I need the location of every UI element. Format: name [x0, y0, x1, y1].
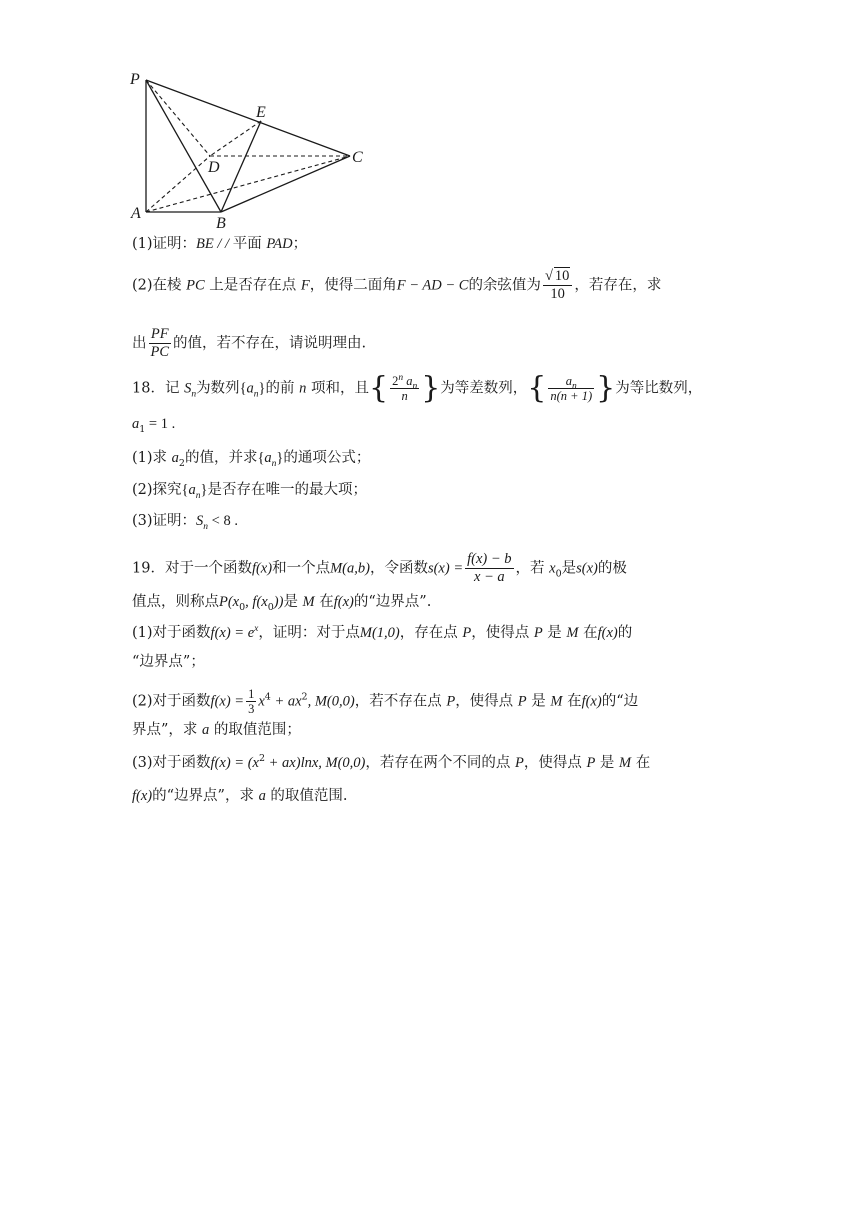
cosine-fraction: $\frac{√ 10}{10}$: [543, 268, 572, 303]
label-D: D: [208, 159, 220, 176]
label-C: C: [352, 149, 363, 166]
ratio-fraction: $\frac{PF}{PC}$: [150, 326, 170, 360]
q19-part2-line1: (2)对于函数f(x) = $\frac{1}{3}$ $x^4 + ax^2$, M(0,0)，若不存在点 P，使得点 P 是 M 在f(x)的“边: [132, 687, 639, 716]
q18-stem-line1: 18．记 $S_n$为数列$\{a_n\}$的前 n 项和，且{ $\frac{2^n a_n}{n}$ }为等差数列，{ $\frac{a_n}{n(n + 1)}$ }为等比数列，: [132, 370, 703, 406]
q18-part1: (1)求 $a_2$的值，并求$\{a_n\}$的通项公式；: [132, 450, 371, 469]
q17-part1: (1)证明：BE / / 平面 PAD；: [132, 236, 308, 252]
q18-part2: (2)探究$\{a_n\}$是否存在唯一的最大项；: [132, 482, 367, 501]
pyramid-figure: [124, 64, 374, 230]
edge-AC: [146, 156, 350, 212]
q18-part3: (3)证明：$S_n < 8$ .: [132, 513, 238, 532]
q19-part1-line2: “边界点”；: [132, 654, 205, 670]
s-function-fraction: $\frac{f(x) - b}{x - a}$: [467, 551, 512, 585]
edge-PC: [146, 80, 350, 156]
label-B: B: [216, 215, 226, 230]
q19-stem-line2: 值点，则称点$P(x_0$, $f(x_0)$)是 M 在f(x)的“边界点”.: [132, 594, 432, 613]
edge-BC: [221, 156, 350, 212]
label-A: A: [131, 205, 141, 222]
q19-part3-line1: (3)对于函数$f(x) = (x^2 + ax)\ln x$, M(0,0)，若存在两个不同的点 P，使得点 P 是 M 在: [132, 753, 651, 771]
label-P: P: [130, 71, 140, 88]
q17-part2-line1: (2)在棱 PC 上是否存在点 F，使得二面角F − AD − C的余弦值为 $\frac{√ 10}{10}$ ，若存在，求: [132, 268, 662, 302]
seq-fraction-1: $\frac{2^n a_n}{n}$: [392, 372, 418, 403]
q17-part2-line2: 出 $\frac{PF}{PC}$ 的值，若不存在，请说明理由.: [132, 326, 367, 360]
q19-stem-line1: 19．对于一个函数f(x)和一个点M(a,b)，令函数s(x) = $\frac{f(x) - b}{x - a}$ ，若 $x_0$是s(x)的极: [132, 551, 627, 585]
edge-PB: [146, 80, 221, 212]
one-third-fraction: $\frac{1}{3}$: [248, 687, 255, 716]
edge-AD: [146, 156, 210, 212]
q19-part3-line2: f(x)的“边界点”，求 a 的取值范围.: [132, 788, 348, 804]
q19-part2-line2: 界点”，求 a 的取值范围；: [132, 722, 301, 738]
q18-stem-line2: $a_1 = 1$ .: [132, 416, 176, 435]
seq-fraction-2: $\frac{a_n}{n(n + 1)}$: [550, 374, 593, 403]
q19-part1-line1: (1)对于函数$f(x) = e^x$，证明：对于点M(1,0)，存在点 P，使得点 P 是 M 在f(x)的: [132, 624, 633, 641]
label-E: E: [256, 104, 266, 121]
